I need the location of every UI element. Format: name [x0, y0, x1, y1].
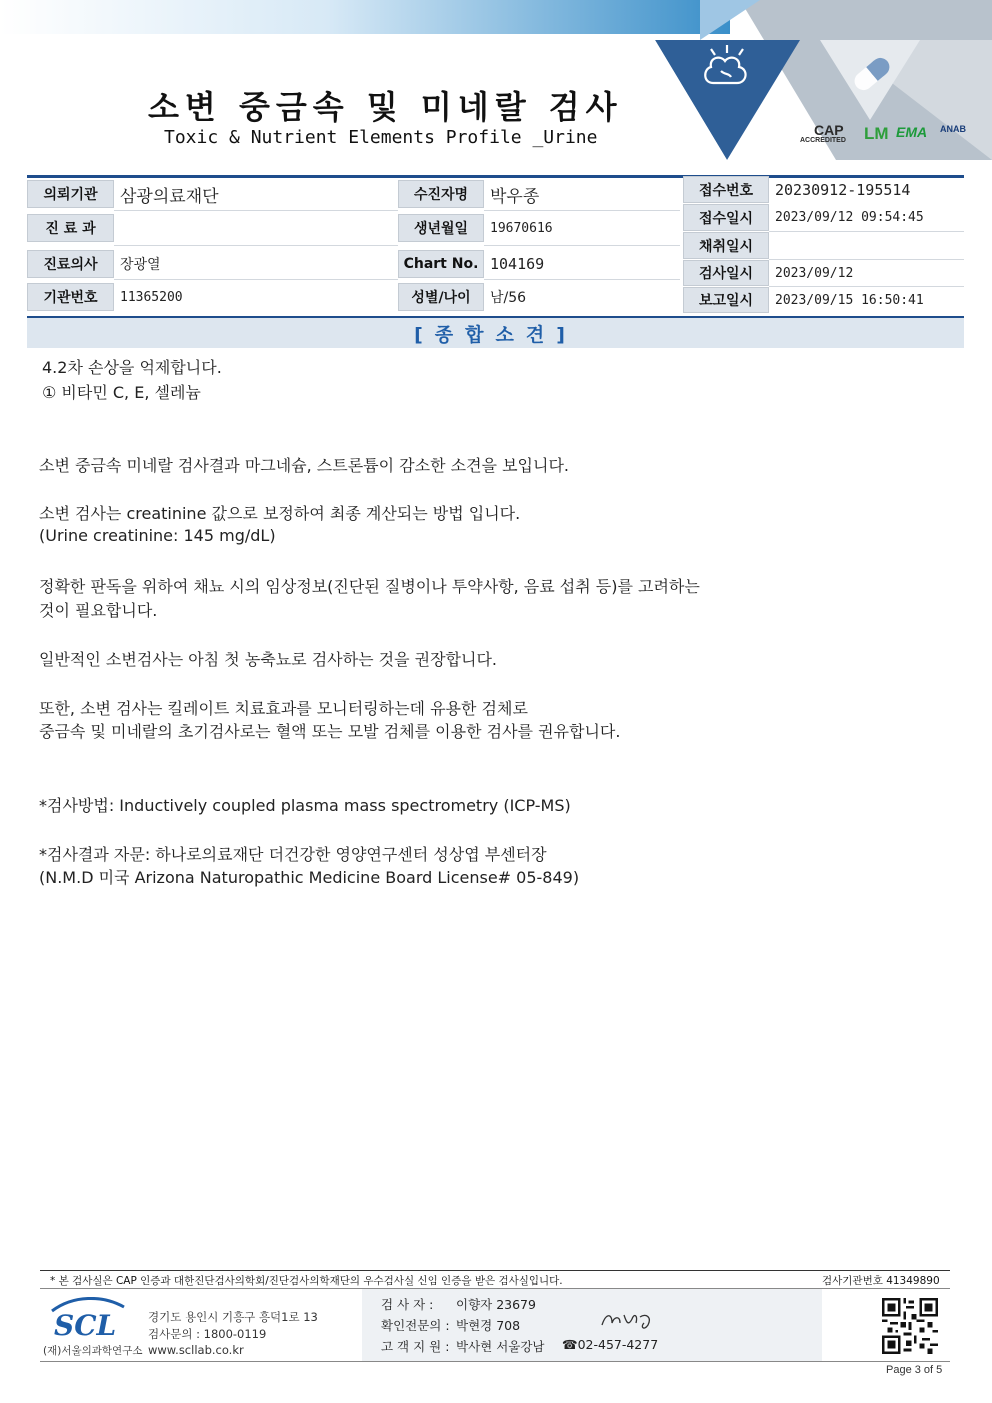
patient-name-value: 박우종 — [490, 186, 540, 207]
test-date-value: 2023/09/12 — [775, 265, 854, 281]
tester-label: 검 사 자 : — [381, 1297, 434, 1312]
dept-label: 진 료 과 — [27, 214, 114, 242]
certification-note: * 본 검사실은 CAP 인증과 대한진단검사의학회/진단검사의학재단의 우수검사실 신임 인증을 받은 검사실입니다. — [50, 1275, 563, 1287]
support-label: 고 객 지 원 : — [381, 1339, 450, 1354]
lab-website[interactable]: www.scllab.co.kr — [148, 1343, 244, 1357]
finding-line: 소변 검사는 creatinine 값으로 보정하여 최종 계산되는 방법 입니다. — [39, 504, 521, 523]
scl-org-name: (재)서울의과학연구소 — [43, 1345, 143, 1357]
row-divider — [484, 245, 680, 246]
patient-name-label: 수진자명 — [398, 180, 484, 208]
lab-inquiry: 검사문의 : 1800-0119 — [148, 1327, 267, 1341]
dept-value — [114, 214, 120, 242]
specialist-value: 박현경 708 — [456, 1318, 521, 1333]
institution-code: 검사기관번호 41349890 — [822, 1275, 940, 1287]
chart-no-value: 104169 — [490, 255, 545, 273]
sex-age-label: 성별/나이 — [398, 283, 484, 311]
finding-line: 일반적인 소변검사는 아침 첫 농축뇨로 검사하는 것을 권장합니다. — [39, 650, 498, 669]
test-date-label: 검사일시 — [683, 260, 769, 286]
qr-code-icon — [882, 1298, 938, 1354]
row-divider — [114, 245, 398, 246]
receipt-date-value: 2023/09/12 09:54:45 — [775, 210, 924, 225]
finding-line: 정확한 판독을 위하여 채뇨 시의 임상정보(진단된 질병이나 투약사항, 음료 섭취 등)를 고려하는 — [39, 577, 700, 596]
finding-line: 중금속 및 미네랄의 초기검사로는 혈액 또는 모발 검체를 이용한 검사를 권유합니다. — [39, 722, 621, 741]
collect-date-value — [769, 232, 775, 259]
cap-accredited-text: ACCREDITED — [800, 137, 846, 144]
finding-line: 4.2차 손상을 억제합니다. — [42, 358, 222, 377]
summary-section-title: [종합소견] — [414, 323, 577, 346]
page-number: Page 3 of 5 — [886, 1364, 943, 1376]
anab-logo: ANAB — [940, 124, 966, 134]
certification-logos — [800, 122, 970, 152]
lab-address: 경기도 용인시 기흥구 흥덕1로 13 — [148, 1310, 318, 1324]
finding-line: *검사방법: Inductively coupled plasma mass spectrometry (ICP-MS) — [39, 796, 571, 815]
finding-line: 것이 필요합니다. — [39, 601, 158, 620]
specialist-signature — [598, 1309, 658, 1335]
finding-line: 소변 중금속 미네랄 검사결과 마그네슘, 스트론튬이 감소한 소견을 보입니다. — [39, 456, 569, 475]
finding-line: 또한, 소변 검사는 킬레이트 치료효과를 모니터링하는데 유용한 검체로 — [39, 699, 528, 718]
cap-logo: CAP — [814, 122, 844, 138]
finding-line: *검사결과 자문: 하나로의료재단 더건강한 영양연구센터 성상엽 부센터장 — [39, 845, 547, 864]
tester-value: 이향자 23679 — [456, 1297, 536, 1312]
row-divider — [769, 259, 964, 260]
institution-value: 삼광의료재단 — [120, 186, 219, 207]
row-divider — [484, 279, 680, 280]
finding-line: (Urine creatinine: 145 mg/dL) — [39, 526, 276, 545]
finding-line: (N.M.D 미국 Arizona Naturopathic Medicine Board License# 05-849) — [39, 868, 580, 887]
receipt-date-label: 접수일시 — [683, 204, 769, 231]
report-date-label: 보고일시 — [683, 287, 769, 313]
doctor-label: 진료의사 — [27, 250, 114, 278]
ema-logo: EMA — [896, 124, 928, 140]
doctor-value: 장광열 — [120, 257, 161, 273]
dob-value: 19670616 — [490, 220, 553, 236]
scl-logo — [48, 1297, 128, 1343]
receipt-no-label: 접수번호 — [683, 176, 769, 203]
support-phone: ☎02-457-4277 — [562, 1337, 659, 1352]
finding-line: ① 비타민 C, E, 셀레늄 — [42, 383, 201, 402]
row-divider — [114, 210, 398, 211]
row-divider — [114, 279, 398, 280]
row-divider — [484, 210, 680, 211]
footer-rule — [40, 1270, 950, 1271]
inst-no-label: 기관번호 — [27, 283, 114, 311]
summary-section-header — [27, 316, 964, 348]
lm-logo: LM — [864, 124, 889, 143]
row-divider — [769, 286, 964, 287]
receipt-no-value: 20230912-195514 — [775, 180, 911, 199]
support-value: 박사현 서울강남 — [456, 1339, 545, 1354]
dob-label: 생년월일 — [398, 214, 484, 242]
inst-no-value: 11365200 — [120, 289, 183, 305]
report-subtitle: Toxic & Nutrient Elements Profile _Urine — [164, 127, 598, 148]
collect-date-label: 채취일시 — [683, 232, 769, 259]
institution-label: 의뢰기관 — [27, 180, 114, 208]
report-title: 소변 중금속 및 미네랄 검사 — [148, 88, 623, 126]
sex-age-value: 남/56 — [490, 290, 527, 306]
chart-no-label: Chart No. — [398, 250, 484, 278]
scl-logo-text: SCL — [54, 1309, 117, 1339]
specialist-label: 확인전문의 : — [381, 1318, 450, 1333]
report-date-value: 2023/09/15 16:50:41 — [775, 292, 924, 308]
row-divider — [769, 231, 964, 232]
